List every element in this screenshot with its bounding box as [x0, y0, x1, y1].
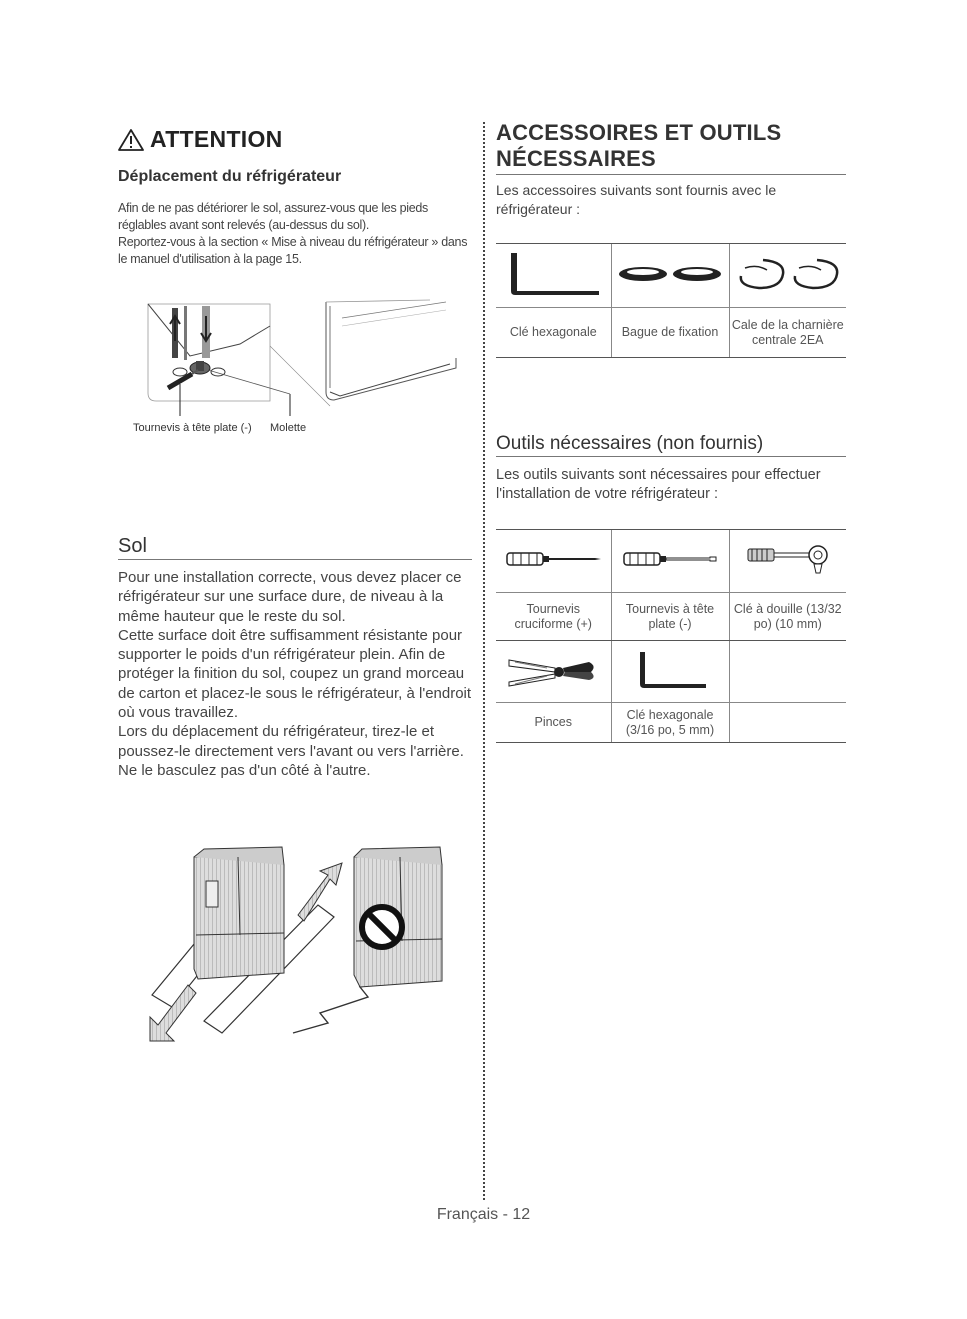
- tool-label: Clé hexagonale (3/16 po, 5 mm): [611, 703, 729, 743]
- leveling-foot-illustration: [130, 296, 470, 416]
- page-footer: Français - 12: [436, 1206, 531, 1223]
- hinge-shim-icon: [733, 254, 843, 294]
- tool-label: Tournevis à tête plate (-): [611, 593, 729, 641]
- accessory-label: Bague de fixation: [611, 308, 729, 358]
- accessories-intro: Les accessoires suivants sont fournis avec le réfrigérateur :: [496, 182, 777, 217]
- accessories-rule: [496, 174, 846, 175]
- sol-rule: [118, 559, 472, 560]
- accessory-image-cell: [611, 244, 729, 308]
- attention-subtitle: Déplacement du réfrigérateur: [118, 168, 342, 185]
- accessories-title: [496, 120, 781, 172]
- tool-image-cell: [611, 530, 729, 593]
- socket-wrench-icon: [738, 541, 838, 577]
- sol-paragraph: Pour une installation correcte, vous devez placer ce réfrigérateur sur une surface dure, de niveau à la même hauteur que le reste du sol.: [118, 569, 462, 625]
- tool-image-cell: [729, 641, 846, 703]
- tool-image-cell: [611, 641, 729, 703]
- attention-heading: [118, 126, 283, 153]
- tool-label: Clé à douille (13/32 po) (10 mm): [729, 593, 846, 641]
- tools-rule: [496, 456, 846, 457]
- accessory-image-cell: [729, 244, 846, 308]
- hex-key-icon: [503, 249, 603, 299]
- phillips-screwdriver-icon: [503, 547, 603, 571]
- tool-image-cell: [729, 530, 846, 593]
- accessories-title-line2: NÉCESSAIRES: [496, 146, 656, 171]
- tool-label: Tournevis cruciforme (+): [496, 593, 611, 641]
- caption-screwdriver: Tournevis à tête plate (-): [133, 422, 252, 434]
- accessories-table: [496, 243, 846, 358]
- attention-body: [118, 200, 478, 268]
- tools-table: [496, 529, 846, 743]
- accessory-image-cell: [496, 244, 611, 308]
- warning-triangle-icon: [118, 129, 144, 151]
- tool-image-cell: [496, 641, 611, 703]
- tool-label: [729, 703, 846, 743]
- tools-title: Outils nécessaires (non fournis): [496, 433, 764, 454]
- column-divider: [483, 122, 485, 1200]
- sol-paragraph: Ne le basculez pas d'un côté à l'autre.: [118, 761, 371, 779]
- hex-key-icon: [630, 648, 710, 692]
- accessories-title-line1: ACCESSOIRES ET OUTILS: [496, 120, 782, 145]
- tool-label: Pinces: [496, 703, 611, 743]
- attention-title: ATTENTION: [150, 126, 283, 152]
- lock-ring-icon: [615, 259, 725, 289]
- sol-paragraph: Cette surface doit être suffisamment résistante pour supporter le poids d'un réfrigérateur plein. Afin de protéger la finition du sol, coupez un grand morceau de carton et placez-le sous le réfrigérateur, à l'endroit où vous travaillez.: [118, 626, 472, 722]
- sol-paragraph: Lors du déplacement du réfrigérateur, tirez-le et poussez-le directement vers l'avant ou vers l'arrière.: [118, 723, 464, 760]
- tool-image-cell: [496, 530, 611, 593]
- flat-screwdriver-icon: [620, 547, 720, 571]
- sol-body: [118, 568, 478, 780]
- attention-paragraph: Reportez-vous à la section « Mise à niveau du réfrigérateur » dans le manuel d'utilisation à la page 15.: [118, 235, 468, 266]
- caption-wheel: Molette: [270, 422, 307, 434]
- attention-paragraph: Afin de ne pas détériorer le sol, assurez-vous que les pieds réglables avant sont relevés (au-dessus du sol).: [118, 201, 428, 232]
- pliers-icon: [503, 652, 603, 688]
- accessory-label: Cale de la charnière centrale 2EA: [729, 308, 846, 358]
- accessory-label: Clé hexagonale: [496, 308, 611, 358]
- sol-title: Sol: [118, 535, 147, 557]
- moving-refrigerator-illustration: [148, 845, 448, 1045]
- tools-intro: Les outils suivants sont nécessaires pour effectuer l'installation de votre réfrigérateur :: [496, 467, 821, 502]
